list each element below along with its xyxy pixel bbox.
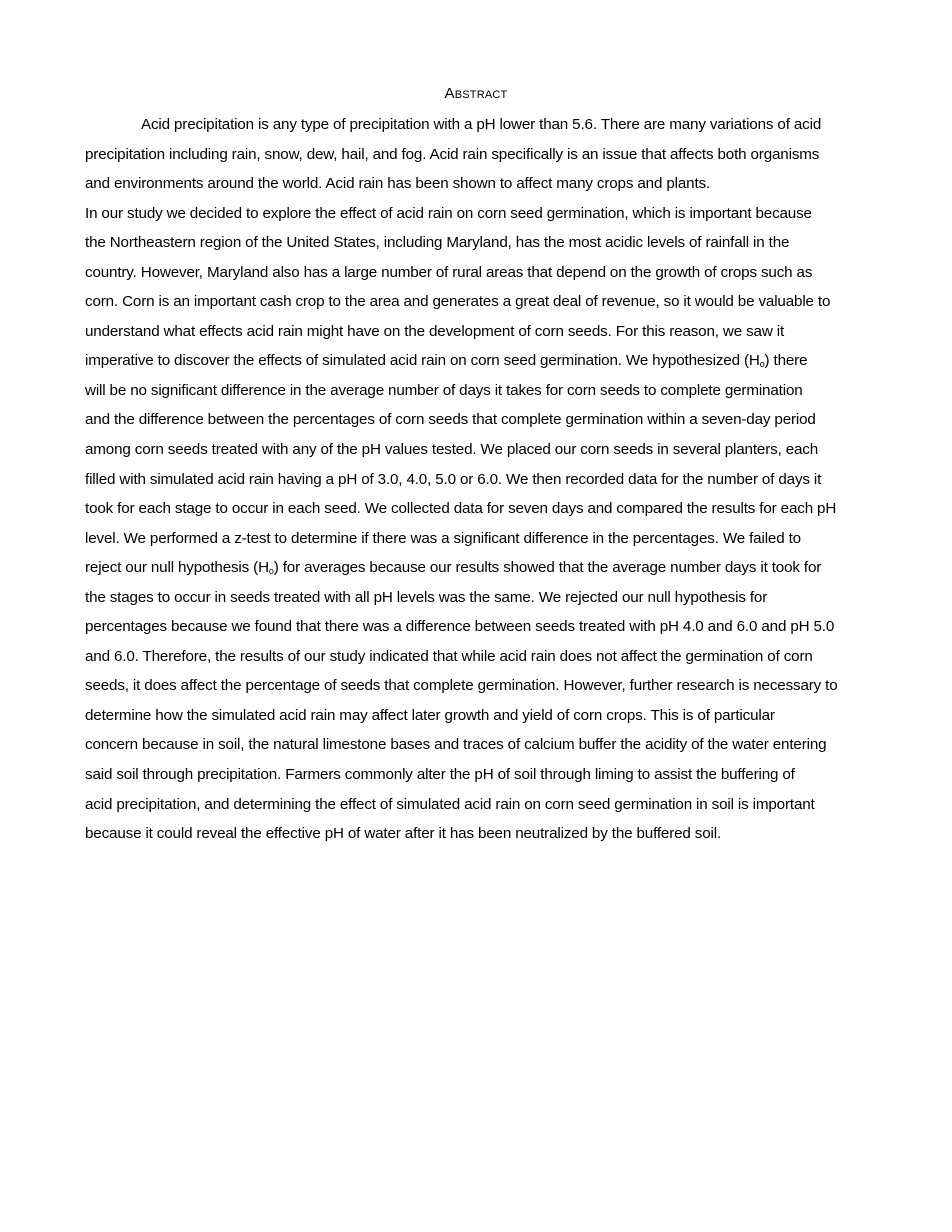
text-line: the Northeastern region of the United States, including Maryland, has the most acidic levels of rainfall in the bbox=[85, 234, 790, 252]
abstract-body bbox=[85, 110, 885, 849]
text-line: and the difference between the percentages of corn seeds that complete germination within a seven-day period bbox=[85, 411, 816, 429]
text-line: percentages because we found that there was a difference between seeds treated with pH 4.0 and 6.0 and pH 5.0 bbox=[85, 618, 835, 636]
abstract-heading: Abstract bbox=[444, 85, 508, 102]
text-line: said soil through precipitation. Farmers commonly alter the pH of soil through liming to assist the buffering of bbox=[85, 766, 795, 784]
text-segment: ) for averages because our results showed that the average number days it took for bbox=[273, 559, 822, 577]
text-line: country. However, Maryland also has a large number of rural areas that depend on the growth of crops such as bbox=[85, 263, 813, 281]
text-line: took for each stage to occur in each seed. We collected data for seven days and compared the results for each pH bbox=[85, 500, 837, 518]
text-segment: ) there bbox=[764, 352, 808, 370]
text-line: precipitation including rain, snow, dew, hail, and fog. Acid rain specifically is an issue that affects both organisms bbox=[85, 145, 820, 163]
text-line: and environments around the world. Acid rain has been shown to affect many crops and plants. bbox=[85, 175, 711, 193]
text-line: determine how the simulated acid rain may affect later growth and yield of corn crops. This is of particular bbox=[85, 706, 775, 724]
subscript: o bbox=[268, 566, 274, 577]
text-line bbox=[85, 553, 885, 583]
text-line: the stages to occur in seeds treated with all pH levels was the same. We rejected our null hypothesis for bbox=[85, 588, 768, 606]
text-line: because it could reveal the effective pH of water after it has been neutralized by the buffered soil. bbox=[85, 825, 722, 843]
text-segment: reject our null hypothesis (H bbox=[85, 559, 269, 577]
text-line: concern because in soil, the natural limestone bases and traces of calcium buffer the acidity of the water entering bbox=[85, 736, 827, 754]
text-line: acid precipitation, and determining the effect of simulated acid rain on corn seed germination in soil is important bbox=[85, 795, 815, 813]
text-line: seeds, it does affect the percentage of seeds that complete germination. However, further research is necessary to bbox=[85, 677, 838, 695]
text-line: In our study we decided to explore the effect of acid rain on corn seed germination, which is important because bbox=[85, 204, 812, 222]
text-line: and 6.0. Therefore, the results of our study indicated that while acid rain does not affect the germination of corn bbox=[85, 647, 813, 665]
text-line: corn. Corn is an important cash crop to the area and generates a great deal of revenue, so it would be valuable to bbox=[85, 293, 831, 311]
text-line: will be no significant difference in the average number of days it takes for corn seeds to complete germination bbox=[85, 381, 803, 399]
text-line: level. We performed a z-test to determine if there was a significant difference in the percentages. We failed to bbox=[85, 529, 801, 547]
text-line: understand what effects acid rain might have on the development of corn seeds. For this reason, we saw it bbox=[85, 322, 785, 340]
text-line: Acid precipitation is any type of precipitation with a pH lower than 5.6. There are many variations of acid bbox=[141, 116, 822, 133]
text-line: filled with simulated acid rain having a pH of 3.0, 4.0, 5.0 or 6.0. We then recorded data for the number of days it bbox=[85, 470, 822, 488]
text-line: among corn seeds treated with any of the pH values tested. We placed our corn seeds in several planters, each bbox=[85, 441, 819, 459]
subscript: o bbox=[759, 359, 765, 370]
text-segment: imperative to discover the effects of simulated acid rain on corn seed germination. We hypothesized (H bbox=[85, 352, 760, 370]
text-line bbox=[85, 346, 885, 376]
